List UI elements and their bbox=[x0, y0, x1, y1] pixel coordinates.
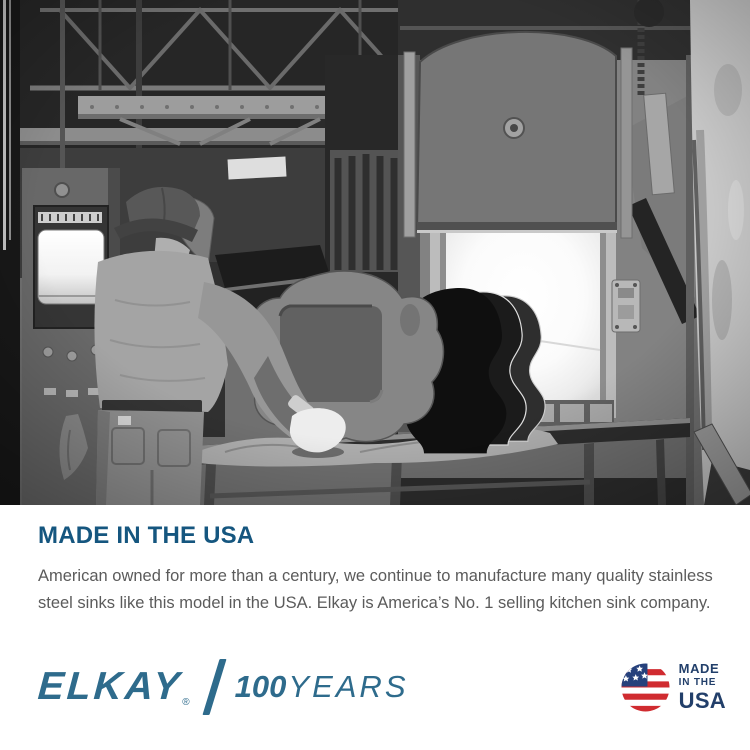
elkay-100years-logo bbox=[38, 659, 409, 715]
body-copy: American owned for more than a century, we continue to manufacture many quality stainless steel sinks like this model in the USA. Elkay is America’s No. 1 selling kitchen sink company. bbox=[38, 567, 713, 612]
elkay-wordmark: ELKAY bbox=[36, 665, 184, 708]
anniversary-word: YEARS bbox=[288, 669, 409, 704]
made-in-usa-badge bbox=[621, 662, 726, 712]
logo-slash-divider bbox=[202, 659, 226, 715]
registered-trademark-symbol: ® bbox=[182, 697, 190, 708]
made-in-usa-heading: MADE IN THE USA bbox=[38, 522, 255, 549]
badge-text bbox=[679, 662, 726, 712]
anniversary-number: 100 bbox=[234, 669, 287, 704]
badge-line-made: MADE bbox=[678, 661, 720, 676]
text-block bbox=[38, 522, 730, 617]
usa-flag-icon bbox=[621, 663, 670, 712]
badge-line-in-the: IN THE bbox=[678, 677, 717, 688]
footer bbox=[38, 650, 726, 724]
badge-line-usa: USA bbox=[678, 688, 726, 713]
